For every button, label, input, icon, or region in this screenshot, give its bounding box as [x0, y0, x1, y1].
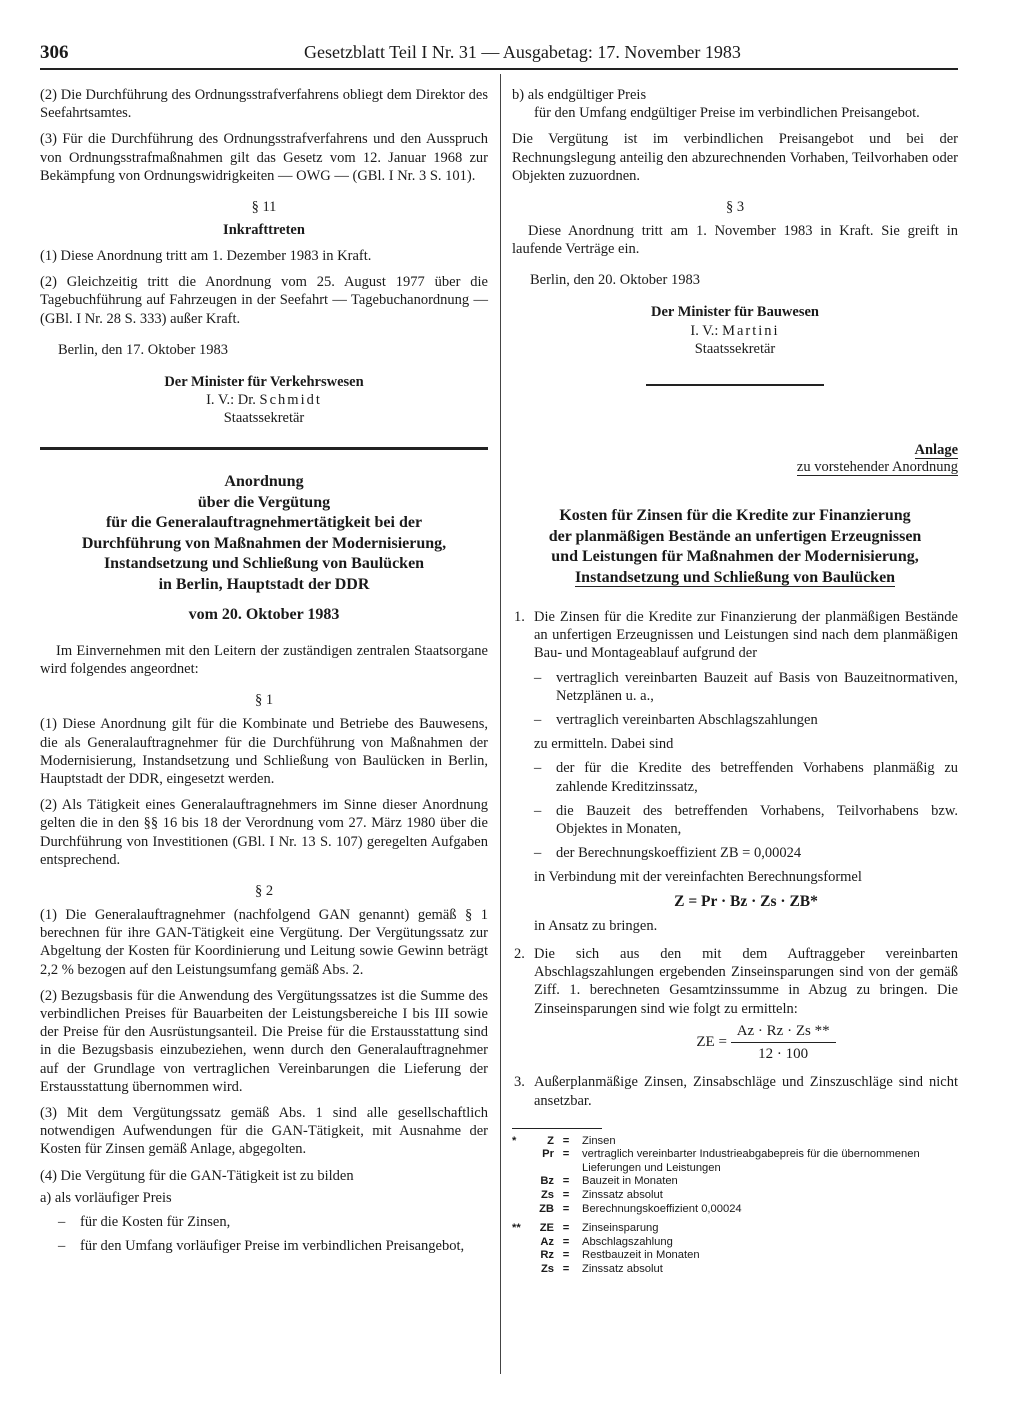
footnote-sym: Bz: [540, 1175, 554, 1188]
footnote-row: [512, 1203, 958, 1217]
footnote-eq: =: [562, 1175, 570, 1188]
page-header: [40, 40, 958, 70]
footnote-mark: *: [512, 1134, 517, 1147]
formula-numerator: Az · Rz · Zs **: [731, 1022, 836, 1043]
annex-heading-line: Kosten für Zinsen für die Kredite zur Finanzierung: [559, 507, 911, 525]
ordinance-title-line: Anordnung: [224, 473, 304, 491]
annex-item-1: [512, 608, 958, 935]
footnote-sym: Zs: [540, 1189, 554, 1202]
footnote-eq: =: [562, 1189, 570, 1202]
footnote-rule: [512, 1128, 602, 1129]
section-2-paragraph-4: (4) Die Vergütung für die GAN-Tätigkeit ist zu bilden: [40, 1167, 354, 1184]
section-2-item-a: a) als vorläufiger Preis: [40, 1189, 172, 1206]
footnote-mark: [512, 1189, 532, 1203]
footnote-eq: =: [562, 1235, 570, 1248]
formula-fraction: [731, 1022, 836, 1063]
annex-item-2: [512, 945, 958, 1063]
item-number: 1.: [514, 609, 525, 626]
header-title: Gesetzblatt Teil I Nr. 31 — Ausgabetag: 17. November 1983: [304, 42, 741, 62]
item-text: in Verbindung mit der vereinfachten Berechnungsformel: [534, 869, 862, 886]
signatory-title: Der Minister für Verkehrswesen: [164, 373, 364, 390]
footnote-row: [512, 1236, 958, 1250]
footnote-sym: Rz: [540, 1249, 554, 1262]
ordinance-title-line: Durchführung von Maßnahmen der Modernisierung,: [81, 534, 447, 552]
list-item: – für den Umfang vorläufiger Preise im verbindlichen Preisangebot,: [58, 1238, 465, 1255]
section-11-number: § 11: [251, 199, 277, 216]
section-11-title: Inkrafttreten: [223, 222, 305, 239]
footnote-sym: Pr: [542, 1148, 554, 1161]
footnote-text: Zinseinsparung: [582, 1222, 659, 1235]
annex-title: Anlage: [914, 442, 958, 459]
annex-heading-line: der planmäßigen Bestände an unfertigen Erzeugnissen: [548, 527, 922, 545]
intro-paragraph: Im Einvernehmen mit den Leitern der zuständigen zentralen Staatsorgane wird folgendes angeordnet:: [40, 642, 488, 678]
formula-z: Z = Pr · Bz · Zs · ZB*: [674, 892, 818, 910]
signatory-representative: [512, 322, 958, 340]
ordinance-title-line: für die Generalauftragnehmertätigkeit bei der: [105, 514, 423, 532]
section-11-paragraph-1: (1) Diese Anordnung tritt am 1. Dezember 1983 in Kraft.: [40, 248, 372, 265]
item-b-text: für den Umfang endgültiger Preise im verbindlichen Preisangebot.: [534, 105, 920, 122]
item-text: zu ermitteln. Dabei sind: [534, 736, 674, 753]
footnote-text: Bauzeit in Monaten: [582, 1175, 678, 1188]
footnote-row: [512, 1175, 958, 1189]
list-item: – für die Kosten für Zinsen,: [58, 1214, 231, 1231]
section-11-paragraph-2: (2) Gleichzeitig tritt die Anordnung vom 25. August 1977 über die Tagebuchführung auf Fahrzeugen in der Seefahrt — Tagebuchanordnung — (GBl. I Nr. 28 S. 333) außer Kraft.: [40, 274, 488, 327]
item-text: in Ansatz zu bringen.: [534, 917, 658, 934]
formula-ze: [574, 1022, 958, 1063]
footnote-eq: =: [562, 1134, 570, 1147]
column-divider: [500, 74, 501, 1374]
page-number: 306: [40, 42, 69, 63]
footnote-row: [512, 1135, 958, 1149]
section-3-paragraph: Diese Anordnung tritt am 1. November 1983 in Kraft. Sie greift in laufende Verträge ein.: [512, 223, 958, 258]
verguetung-paragraph: Die Vergütung ist im verbindlichen Preisangebot und bei der Rechnungslegung anteilig den abzurechnenden Vorhaben, Teilvorhaben oder Objekten zuzuordnen.: [512, 131, 958, 184]
item-text: Die sich aus den mit dem Auftraggeber vereinbarten Abschlagszahlungen ergebenden Zinseinsparungen sind von der gemäß Ziff. 1. berechneten Gesamtzinssumme in Abzug zu bringen. Die Zinseinsparungen sind wie folgt zu ermitteln:: [534, 946, 958, 1017]
item-b-label: b) als endgültiger Preis: [512, 87, 647, 103]
list-item: – die Bauzeit des betreffenden Vorhabens, Teilvorhabens bzw. Objektes in Monaten,: [534, 802, 958, 838]
signatory-name: Schmidt: [259, 392, 322, 409]
ordinance-title-line: Instandsetzung und Schließung von Baulücken: [103, 555, 425, 573]
annex-item-3: [512, 1073, 958, 1109]
footnote-mark: [512, 1263, 532, 1277]
signatory-prefix: I. V.:: [690, 322, 723, 339]
paragraph-prev-2: (2) Die Durchführung des Ordnungsstrafverfahrens obliegt dem Direktor des Seefahrtsamtes.: [40, 87, 488, 122]
section-1-number: § 1: [254, 692, 274, 709]
footnote-text: Berechnungskoeffizient 0,00024: [582, 1202, 742, 1215]
right-column: [512, 86, 958, 1277]
footnote-mark: [512, 1236, 532, 1250]
ordinance-title-line: in Berlin, Hauptstadt der DDR: [158, 575, 370, 593]
footnote-mark: [512, 1175, 532, 1189]
footnote-eq: =: [562, 1202, 570, 1215]
item-number: 3.: [514, 1074, 525, 1091]
item-number: 2.: [514, 946, 525, 963]
section-2-paragraph-1: (1) Die Generalauftragnehmer (nachfolgend GAN genannt) gemäß § 1 berechnen für ihre GAN-Tätigkeit eine Vergütung. Der Vergütungssatz zur Abgeltung der Kosten für Koordinierung und Leitung sowie Gewinn beträgt 2,2 % bezogen auf den Leistungsumfang gemäß Abs. 2.: [40, 906, 488, 978]
footnote-text: Abschlagszahlung: [582, 1235, 673, 1248]
signature-block-1: [40, 373, 488, 428]
section-3-number: § 3: [725, 199, 745, 216]
footnote-text: Zinssatz absolut: [582, 1189, 663, 1202]
section-2-paragraph-2: (2) Bezugsbasis für die Anwendung des Vergütungssatzes ist die Summe des verbindlichen Preises für Bauarbeiten der Leistungsbereiche I bis III sowie der Preise für den Ausrüstungsanteil. Die Preise für die Erstausstattung sind in die Bezugsbasis einzubeziehen, wenn durch den Generalauftragnehmer auf der Grundlage von vertraglichen Vereinbarungen die Lieferung der Erstausstattung übernommen wird.: [40, 987, 488, 1095]
signatory-role: Staatssekretär: [223, 410, 305, 427]
footnote-eq: =: [562, 1148, 570, 1161]
footnote-eq: =: [562, 1249, 570, 1262]
footnote-sym: Z: [547, 1134, 554, 1147]
list-item: – der Berechnungskoeffizient ZB = 0,00024: [534, 845, 802, 862]
section-divider: [40, 447, 488, 450]
footnote-sym: Az: [540, 1235, 554, 1248]
signatory-name: Martini: [722, 322, 780, 339]
section-1-paragraph-2: (2) Als Tätigkeit eines Generalauftragnehmers im Sinne dieser Anordnung gelten die in den §§ 16 bis 18 der Verordnung vom 27. März 1980 über die Durchführung von Investitionen (GBl. I Nr. 13 S. 107) geregelten Aufgaben entsprechend.: [40, 797, 488, 868]
paragraph-prev-3: (3) Für die Durchführung des Ordnungsstrafverfahrens und den Ausspruch von Ordnungsstrafmaßnahmen gilt das Gesetz vom 12. Januar 1968 zur Bekämpfung von Ordnungswidrigkeiten — OWG — (GBl. I Nr. 3 S. 101).: [40, 131, 488, 184]
footnote-mark: [512, 1203, 532, 1217]
item-text: Außerplanmäßige Zinsen, Zinsabschläge und Zinszuschläge sind nicht ansetzbar.: [534, 1074, 958, 1109]
footnote-mark: **: [512, 1222, 521, 1235]
signatory-prefix: I. V.: Dr.: [206, 392, 260, 409]
section-1-paragraph-1: (1) Diese Anordnung gilt für die Kombinate und Betriebe des Bauwesens, die als Generalauftragnehmer für die Durchführung von Maßnahmen der Modernisierung, Instandsetzung und Schließung von Baulücken in Berlin, Hauptstadt der DDR, eingesetzt werden.: [40, 716, 488, 787]
footnote-text: vertraglich vereinbarter Industrieabgabepreis für die übernommenen Lieferungen und Leistungen: [582, 1148, 920, 1174]
footnote-text: Zinsen: [582, 1134, 616, 1147]
footnotes: [512, 1135, 958, 1277]
formula-denominator: 12 · 100: [758, 1046, 809, 1063]
annex-heading-line: und Leistungen für Maßnahmen der Modernisierung,: [551, 548, 919, 566]
item-text: Die Zinsen für die Kredite zur Finanzierung der planmäßigen Bestände an unfertigen Erzeugnissen und Leistungen sind nach dem planmäßigen Bau- und Montageablauf aufgrund der: [534, 609, 958, 662]
footnote-eq: =: [562, 1263, 570, 1276]
footnote-mark: [512, 1148, 532, 1175]
ordinance-title-line: über die Vergütung: [197, 493, 331, 511]
ordinance-date: vom 20. Oktober 1983: [188, 606, 340, 624]
footnote-eq: =: [562, 1222, 570, 1235]
footnote-mark: [512, 1249, 532, 1263]
footnote-row: [512, 1222, 958, 1236]
signatory-role: Staatssekretär: [694, 340, 776, 357]
list-item: – vertraglich vereinbarten Bauzeit auf Basis von Bauzeitnormativen, Netzplänen u. a.,: [534, 669, 958, 704]
footnote-row: [512, 1148, 958, 1175]
footnote-row: [512, 1249, 958, 1263]
footnote-text: Restbauzeit in Monaten: [582, 1249, 700, 1262]
footnote-text: Zinssatz absolut: [582, 1263, 663, 1276]
signature-rule: [646, 384, 824, 386]
footnote-row: [512, 1189, 958, 1203]
left-column: [40, 86, 488, 1261]
footnote-sym: ZE: [539, 1222, 554, 1235]
signature-block-2: [512, 303, 958, 358]
signatory-title: Der Minister für Bauwesen: [651, 304, 819, 321]
ordinance-title: [40, 472, 488, 626]
list-item: – der für die Kredite des betreffenden Vorhabens planmäßig zu zahlende Kreditzinssatz,: [534, 760, 958, 795]
footnote-row: [512, 1263, 958, 1277]
section-2-number: § 2: [254, 882, 274, 899]
section-2-paragraph-3: (3) Mit dem Vergütungssatz gemäß Abs. 1 sind alle gesellschaftlich notwendigen Aufwendungen für die GAN-Tätigkeit, mit Ausnahme der Kosten für Zinsen gemäß Anlage, abgegolten.: [40, 1105, 488, 1158]
place-date-2: Berlin, den 20. Oktober 1983: [530, 272, 700, 289]
footnote-sym: ZB: [539, 1202, 554, 1215]
signatory-representative: [40, 391, 488, 409]
place-date-1: Berlin, den 17. Oktober 1983: [58, 341, 228, 358]
annex-heading-line: Instandsetzung und Schließung von Baulücken: [574, 568, 896, 586]
annex-subtitle: zu vorstehender Anordnung: [796, 459, 958, 476]
annex-heading: [512, 506, 958, 588]
formula-lhs: ZE =: [696, 1034, 727, 1051]
list-item: – vertraglich vereinbarten Abschlagszahlungen: [534, 712, 818, 729]
footnote-sym: Zs: [540, 1263, 554, 1276]
